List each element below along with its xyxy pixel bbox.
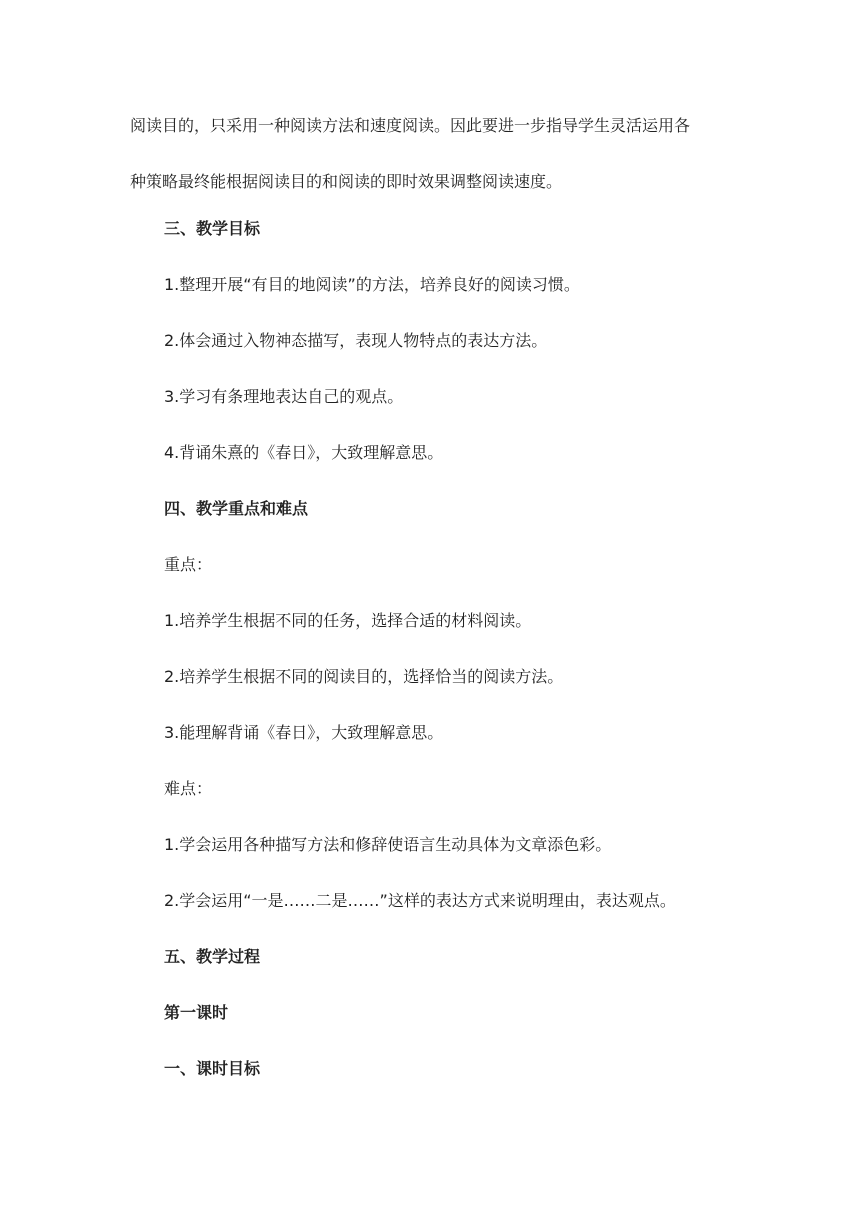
section-heading-process: 五、教学过程 <box>164 947 261 966</box>
key-points-label: 重点： <box>164 555 213 574</box>
goal-item: 1.整理开展“有目的地阅读”的方法，培养良好的阅读习惯。 <box>164 275 580 294</box>
difficulty-item: 2.学会运用“一是……二是……”这样的表达方式来说明理由，表达观点。 <box>164 891 676 910</box>
key-point-item: 3.能理解背诵《春日》，大致理解意思。 <box>164 723 444 742</box>
section-heading-goals: 三、教学目标 <box>164 219 261 238</box>
intro-line: 种策略最终能根据阅读目的和阅读的即时效果调整阅读速度。 <box>130 172 563 191</box>
goal-item: 3.学习有条理地表达自己的观点。 <box>164 387 404 406</box>
section-heading-key-points: 四、教学重点和难点 <box>164 499 309 518</box>
goal-item: 4.背诵朱熹的《春日》，大致理解意思。 <box>164 443 444 462</box>
intro-paragraph <box>130 112 750 224</box>
difficulty-label: 难点： <box>164 779 213 798</box>
intro-line: 阅读目的，只采用一种阅读方法和速度阅读。因此要进一步指导学生灵活运用各 <box>130 116 691 135</box>
lesson-goal-heading: 一、课时目标 <box>164 1059 261 1078</box>
key-point-item: 2.培养学生根据不同的阅读目的，选择恰当的阅读方法。 <box>164 667 564 686</box>
lesson-heading: 第一课时 <box>164 1003 229 1022</box>
difficulty-item: 1.学会运用各种描写方法和修辞使语言生动具体为文章添色彩。 <box>164 835 612 854</box>
key-point-item: 1.培养学生根据不同的任务，选择合适的材料阅读。 <box>164 611 532 630</box>
goal-item: 2.体会通过入物神态描写，表现人物特点的表达方法。 <box>164 331 548 350</box>
